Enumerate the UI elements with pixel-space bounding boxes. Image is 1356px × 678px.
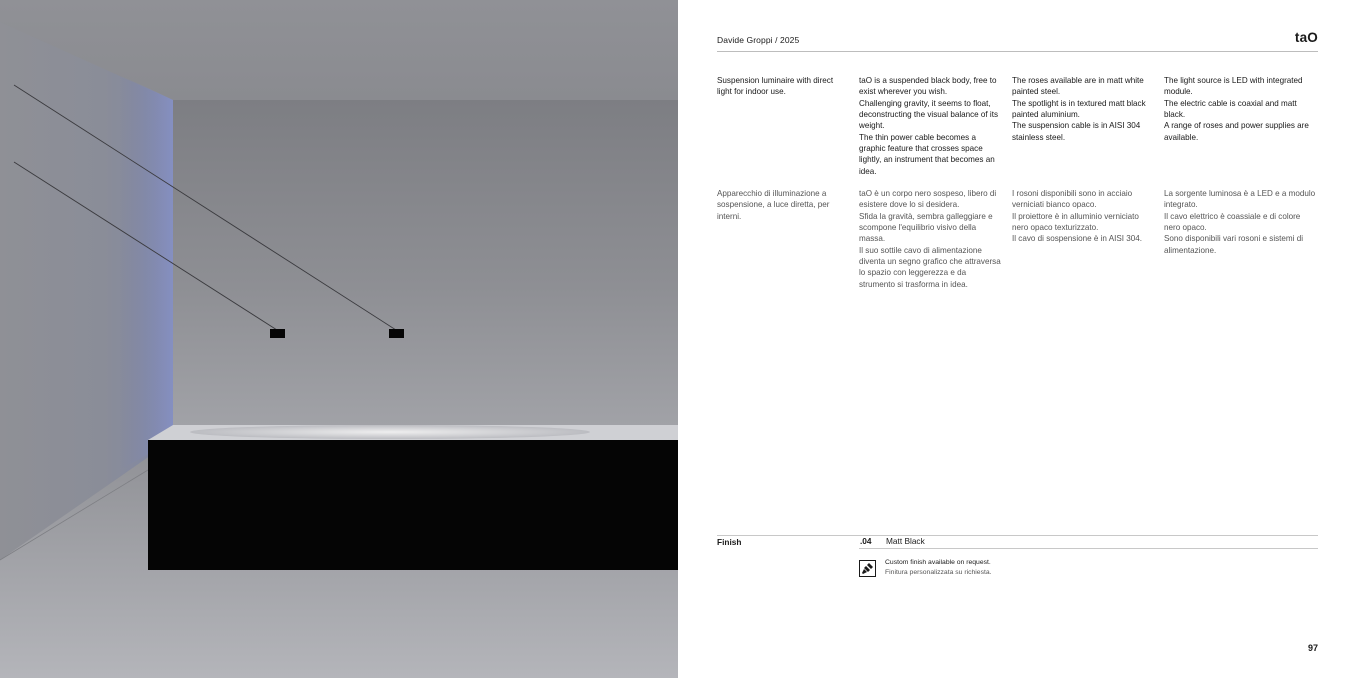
header-divider	[717, 51, 1318, 52]
column-3-italian	[1012, 188, 1154, 245]
paragraph: The roses available are in matt white painted steel.	[1012, 76, 1144, 97]
column-2-english	[859, 75, 1001, 177]
column-2-italian	[859, 188, 1001, 290]
paragraph: The spotlight is in textured matt black painted aluminium.	[1012, 98, 1146, 120]
finish-code: .04	[860, 536, 872, 546]
finish-label: Finish	[717, 537, 742, 547]
header-author: Davide Groppi / 2025	[717, 35, 800, 45]
column-4-italian	[1164, 188, 1318, 256]
finish-divider-bottom	[859, 548, 1318, 549]
paragraph: La sorgente luminosa è a LED e a modulo integrato.	[1164, 189, 1316, 210]
custom-finish-english: Custom finish available on request.	[885, 559, 991, 566]
paragraph: Il cavo di sospensione è in AISI 304.	[1012, 234, 1143, 244]
paragraph: Sfida la gravità, sembra galleggiare e scompone l'equilibrio visivo della massa.	[859, 211, 993, 244]
paragraph: Suspension luminaire with direct light for indoor use.	[717, 76, 834, 97]
finish-divider-top	[717, 535, 1318, 536]
paragraph: The suspension cable is in AISI 304 stainless steel.	[1012, 121, 1141, 142]
column-1-italian	[717, 188, 843, 222]
paragraph: taO è un corpo nero sospeso, libero di esistere dove lo si desidera.	[859, 189, 997, 210]
paragraph: The light source is LED with integrated module.	[1164, 76, 1303, 97]
brush-icon	[859, 560, 876, 577]
paragraph: Il suo sottile cavo di alimentazione diventa un segno grafico che attraversa lo spazio con leggerezza e da strumento si trasforma in idea.	[859, 245, 1001, 289]
paragraph: Il cavo elettrico è coassiale e di colore nero opaco.	[1164, 211, 1301, 233]
paragraph: taO is a suspended black body, free to exist wherever you wish.	[859, 76, 997, 97]
page-number: 97	[1307, 643, 1318, 653]
column-4-english	[1164, 75, 1318, 143]
column-3-english	[1012, 75, 1154, 143]
paragraph: The electric cable is coaxial and matt black.	[1164, 98, 1297, 120]
paragraph: I rosoni disponibili sono in acciaio verniciati bianco opaco.	[1012, 189, 1133, 210]
paragraph: Il proiettore è in alluminio verniciato nero opaco texturizzato.	[1012, 211, 1139, 233]
paragraph: Sono disponibili vari rosoni e sistemi di alimentazione.	[1164, 234, 1304, 255]
paragraph: Apparecchio di illuminazione a sospensione, a luce diretta, per interni.	[717, 189, 830, 221]
paragraph: A range of roses and power supplies are available.	[1164, 121, 1309, 142]
header-product-name: taO	[1294, 30, 1318, 45]
column-1-english	[717, 75, 843, 98]
finish-name: Matt Black	[886, 536, 925, 546]
spec-page	[678, 0, 1356, 678]
paragraph: Challenging gravity, it seems to float, deconstructing the visual balance of its weight.	[859, 98, 999, 131]
custom-finish-italian: Finitura personalizzata su richiesta.	[885, 569, 992, 576]
paragraph: The thin power cable becomes a graphic feature that crosses space lightly, an instrument that becomes an idea.	[859, 132, 995, 176]
